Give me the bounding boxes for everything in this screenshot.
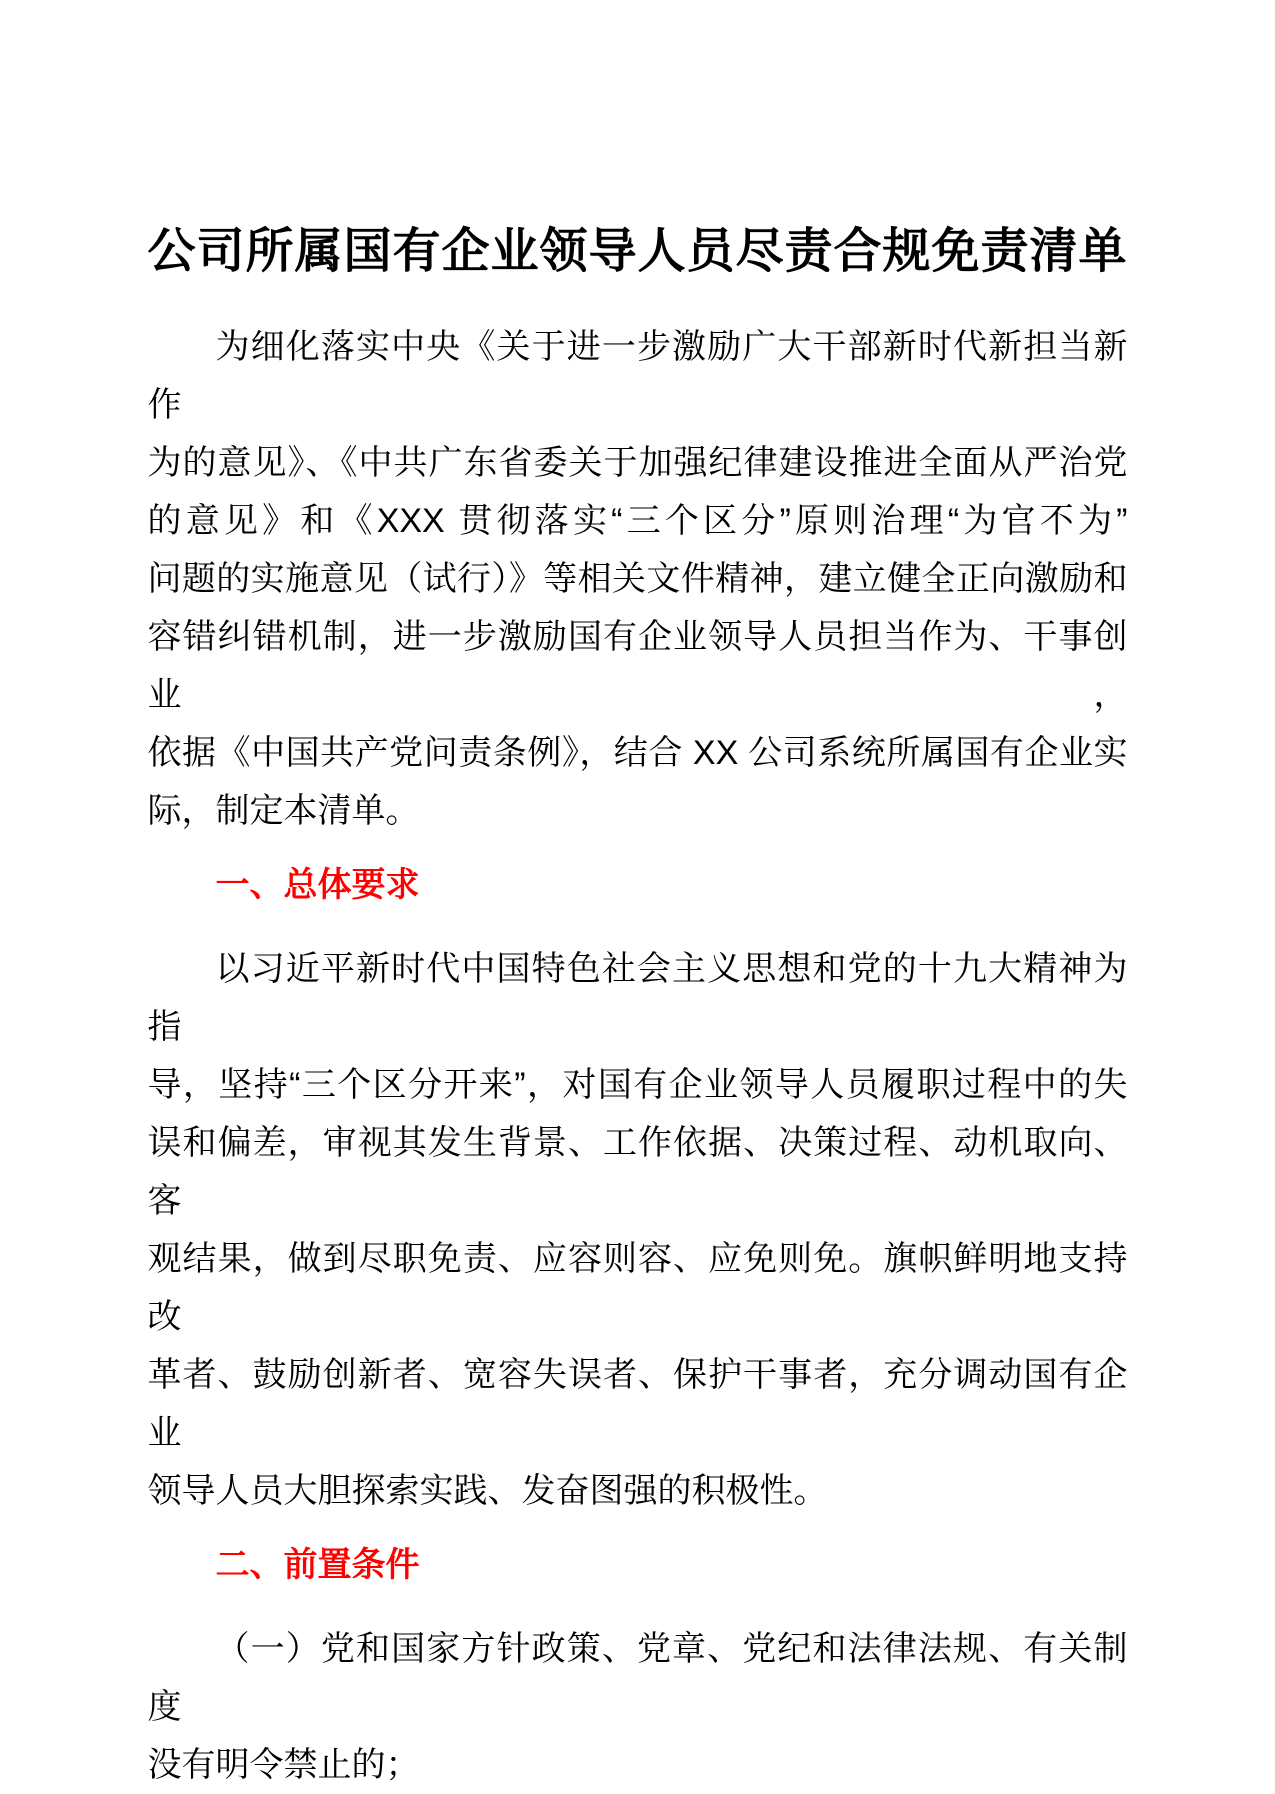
body-line: 问题的实施意见（试行）》等相关文件精神，建立健全正向激励和 <box>147 560 1128 598</box>
document-page <box>148 0 1128 1794</box>
body-line: 为的意见》、《中共广东省委关于加强纪律建设推进全面从严治党 <box>147 444 1128 482</box>
body-line: 际，制定本清单。 <box>147 792 420 830</box>
body-line: 误和偏差，审视其发生背景、工作依据、决策过程、动机取向、客 <box>147 1124 1128 1220</box>
body-line: 领导人员大胆探索实践、发奋图强的积极性。 <box>147 1472 828 1510</box>
body-line: 为细化落实中央《关于进一步激励广大干部新时代新担当新作 <box>147 328 1128 424</box>
section-heading-preconditions: 二、前置条件 <box>215 1546 420 1584</box>
intro-paragraph <box>148 318 1128 840</box>
document-title: 公司所属国有企业领导人员尽责合规免责清单 <box>147 225 1128 278</box>
body-line: 导，坚持“三个区分开来”，对国有企业领导人员履职过程中的失 <box>147 1066 1128 1104</box>
body-line: （一）党和国家方针政策、党章、党纪和法律法规、有关制度 <box>147 1630 1128 1726</box>
precondition-paragraph <box>148 1620 1128 1794</box>
body-line: 没有明令禁止的； <box>147 1746 420 1784</box>
body-line: 革者、鼓励创新者、宽容失误者、保护干事者，充分调动国有企业 <box>147 1356 1128 1452</box>
body-line: 的意见》和《XXX 贯彻落实“三个区分”原则治理“为官不为” <box>147 502 1128 540</box>
body-line: 依据《中国共产党问责条例》，结合 XX 公司系统所属国有企业实 <box>147 734 1128 772</box>
body-line: 观结果，做到尽职免责、应容则容、应免则免。旗帜鲜明地支持改 <box>147 1240 1128 1336</box>
section-heading-overall-requirements: 一、总体要求 <box>215 866 420 904</box>
overall-requirements-paragraph <box>148 940 1128 1520</box>
body-line: 容错纠错机制，进一步激励国有企业领导人员担当作为、干事创业， <box>147 618 1128 714</box>
body-line: 以习近平新时代中国特色社会主义思想和党的十九大精神为指 <box>147 950 1128 1046</box>
